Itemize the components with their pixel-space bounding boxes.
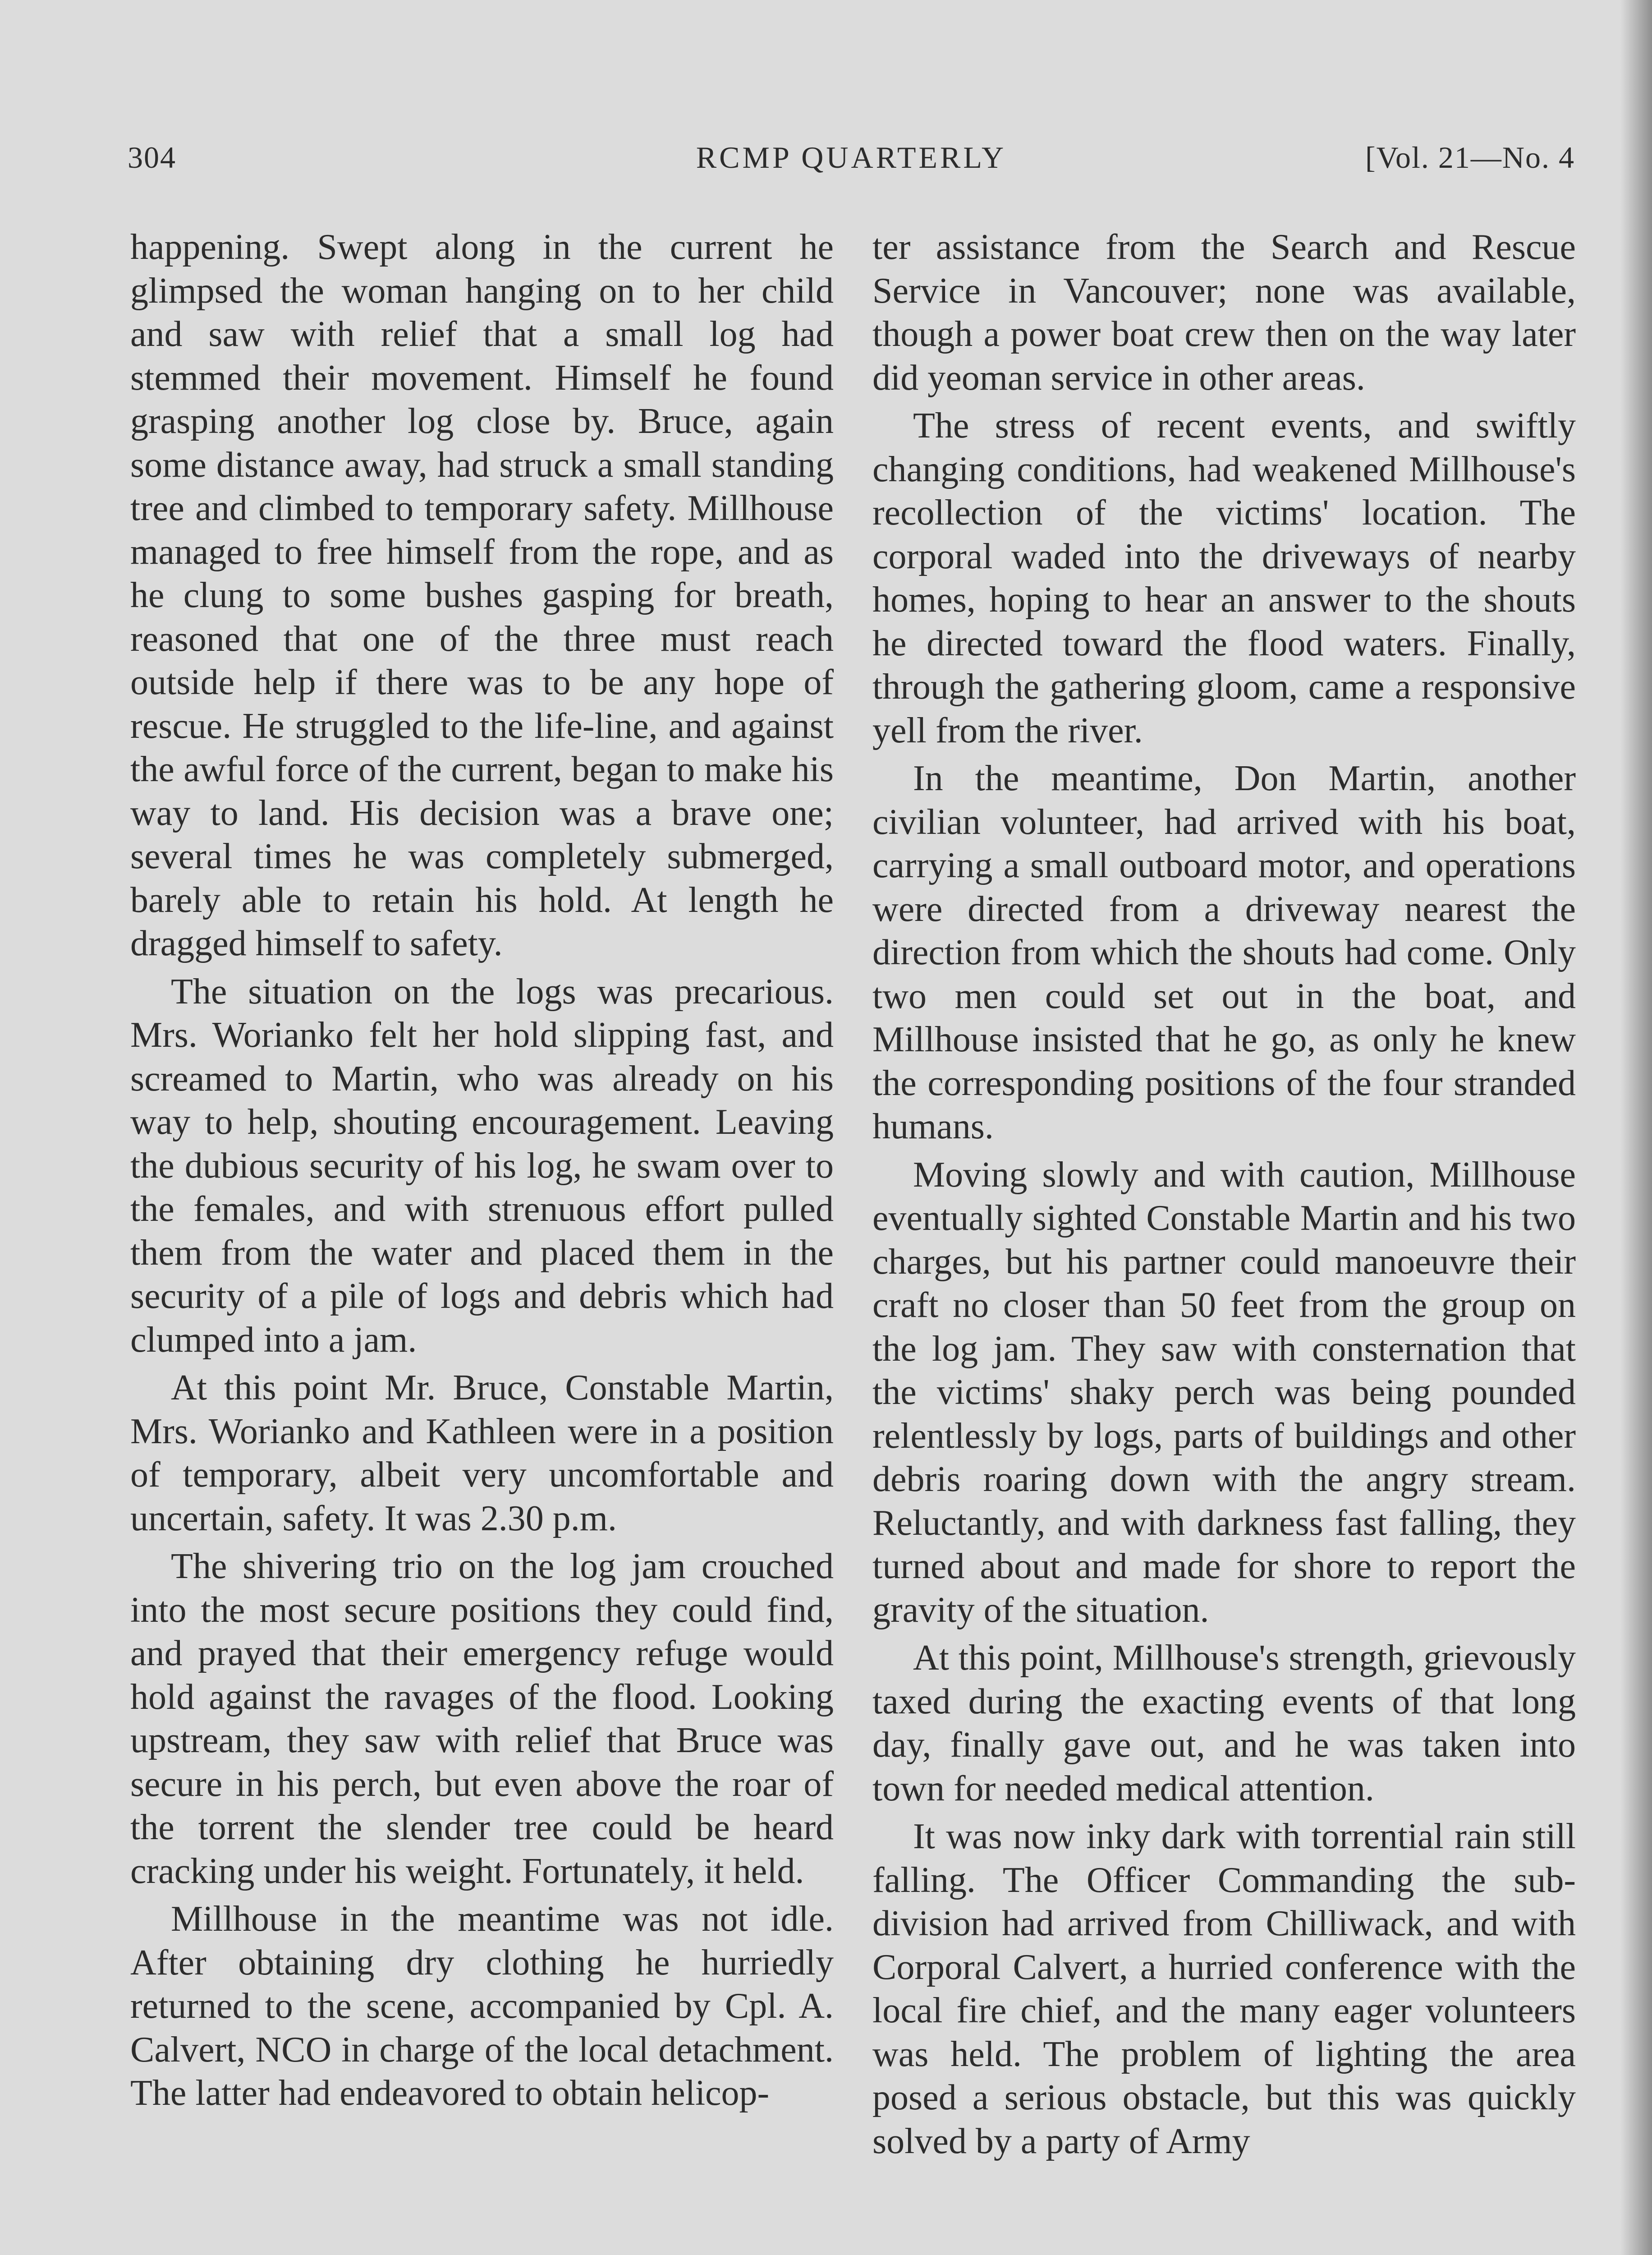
paragraph: happening. Swept along in the current he glimpsed the woman hanging on to her child and saw with relief that a small log had stemmed their movement. Himself he found grasping another log close by. Bruce, again some distance away, had struck a small standing tree and climbed to temporary safety. Millhouse managed to free himself from the rope, and as he clung to some bushes gasping for breath, reasoned that one of the three must reach outside help if there was to be any hope of rescue. He struggled to the life-line, and against the awful force of the current, began to make his way to land. His decision was a brave one; several times he was completely submerged, barely able to retain his hold. At length he dragged himself to safety. <box>130 227 834 963</box>
page-edge-shadow <box>1620 0 1652 2255</box>
running-header <box>128 135 1575 189</box>
paragraph: The stress of recent events, and swiftly changing conditions, had weakened Millhouse's recollection of the victims' location. The corporal waded into the driveways of nearby homes, hoping to hear an answer to the shouts he directed toward the flood waters. Finally, through the gathering gloom, came a responsive yell from the river. <box>872 406 1576 750</box>
paragraph: Moving slowly and with caution, Millhouse eventually sighted Constable Martin and his two charges, but his partner could manoeuvre their craft no closer than 50 feet from the group on the log jam. They saw with consternation that the victims' shaky perch was being pounded relentlessly by logs, parts of buildings and other debris roaring down with the angry stream. Reluctantly, and with darkness fast falling, they turned about and made for shore to report the gravity of the situation. <box>872 1155 1576 1630</box>
paragraph: At this point Mr. Bruce, Constable Martin, Mrs. Worianko and Kathleen were in a position of temporary, albeit very uncomfortable and uncertain, safety. It was 2.30 p.m. <box>130 1368 834 1538</box>
right-column <box>872 226 1576 2255</box>
paragraph: The shivering trio on the log jam crouched into the most secure positions they could find, and prayed that their emergency refuge would hold against the ravages of the flood. Looking upstream, they saw with relief that Bruce was secure in his perch, but even above the roar of the torrent the slender tree could be heard cracking under his weight. Fortunately, it held. <box>130 1546 834 1891</box>
paragraph: The situation on the logs was precarious. Mrs. Worianko felt her hold slipping fast, and screamed to Martin, who was already on his way to help, shouting encouragement. Leaving the dubious security of his log, he swam over to the females, and with strenuous effort pulled them from the water and placed them in the security of a pile of logs and debris which had clumped into a jam. <box>130 971 834 1360</box>
page-number: 304 <box>128 140 176 175</box>
paragraph: It was now inky dark with torrential rain still falling. The Officer Commanding the sub-division had arrived from Chilliwack, and with Corporal Calvert, a hurried conference with the local fire chief, and the many eager volunteers was held. The problem of lighting the area posed a serious obstacle, but this was quickly solved by a party of Army <box>872 1817 1576 2161</box>
paragraph: Millhouse in the meantime was not idle. After obtaining dry clothing he hurriedly returned to the scene, accompanied by Cpl. A. Calvert, NCO in charge of the local detachment. The latter had endeavored to obtain helicop- <box>130 1899 834 2113</box>
paragraph: In the meantime, Don Martin, another civilian volunteer, had arrived with his boat, carrying a small outboard motor, and operations were directed from a driveway nearest the direction from which the shouts had come. Only two men could set out in the boat, and Millhouse insisted that he go, as only he knew the corresponding positions of the four stranded humans. <box>872 759 1576 1146</box>
paragraph: At this point, Millhouse's strength, grievously taxed during the exacting events of that long day, finally gave out, and he was taken into town for needed medical attention. <box>872 1638 1576 1809</box>
paragraph: ter assistance from the Search and Rescue Service in Vancouver; none was available, though a power boat crew then on the way later did yeoman service in other areas. <box>872 227 1576 398</box>
journal-title: RCMP QUARTERLY <box>696 140 1007 175</box>
left-column <box>130 226 834 2255</box>
volume-issue: [Vol. 21—No. 4 <box>1365 140 1575 175</box>
